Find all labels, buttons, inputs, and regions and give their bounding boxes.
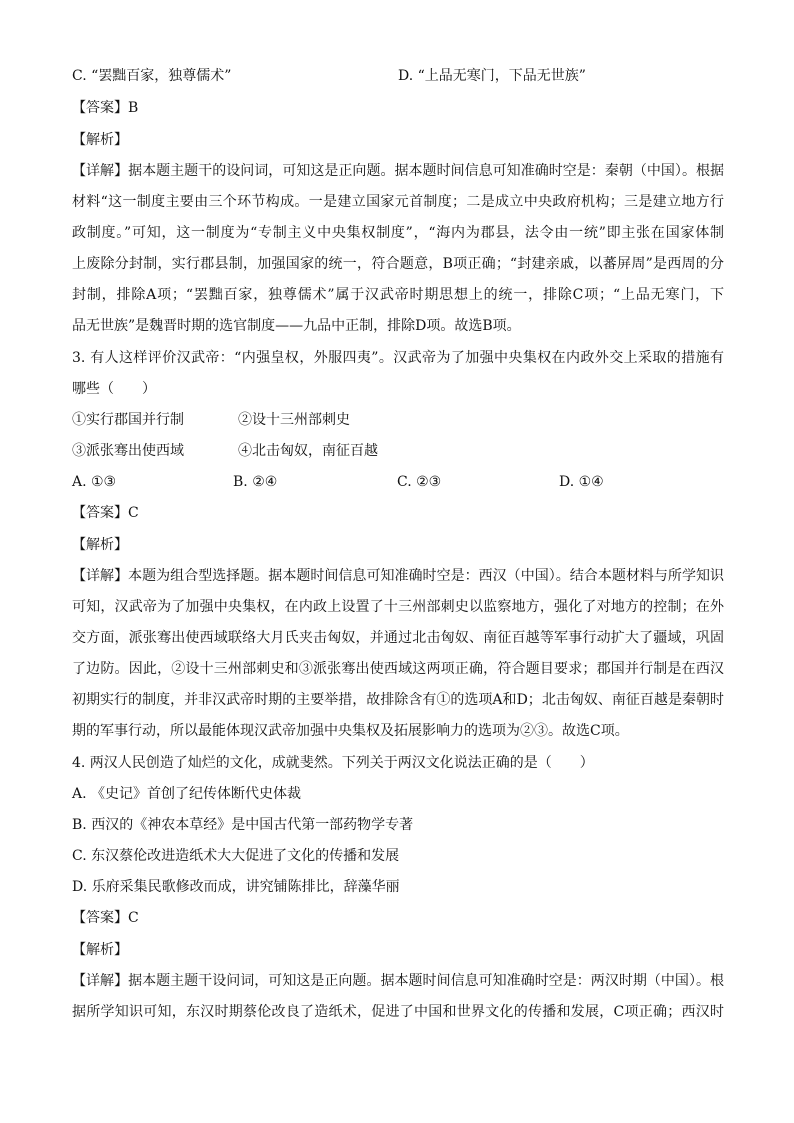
q3-detail-line: 【详解】本题为组合型选择题。据本题时间信息可知准确时空是：西汉（中国）。结合本题材料与所学知识	[72, 568, 724, 584]
q3-item-4: ④北击匈奴，南征百越	[238, 443, 378, 459]
q2-detail-line: 封制，排除A项；“罢黜百家，独尊儒术”属于汉武帝时期思想上的统一，排除C项；“上品无寒门，下	[72, 287, 724, 303]
q2-detail-line: 【详解】据本题主题干的设问词，可知这是正向题。据本题时间信息可知准确时空是：秦朝（中国）。根据	[72, 163, 724, 179]
q3-detail-line: 了边防。因此，②设十三州部刺史和③派张骞出使西域这两项正确，符合题目要求；郡国并行制是在西汉	[72, 661, 724, 677]
q4-stem: 4. 两汉人民创造了灿烂的文化，成就斐然。下列关于两汉文化说法正确的是（ ）	[72, 755, 594, 771]
q2-analysis-heading: 【解析】	[72, 132, 128, 148]
q3-option-c: C. ②③	[397, 474, 442, 490]
q4-detail-line: 【详解】据本题主题干设问词，可知这是正向题。据本题时间信息可知准确时空是：两汉时期（中国）。根	[72, 973, 724, 989]
q3-detail-line: 可知，汉武帝为了加强中央集权，在内政上设置了十三州部刺史以监察地方，强化了对地方的控制；在外	[72, 599, 724, 615]
q3-option-a: A. ①③	[72, 474, 117, 490]
q3-detail-line: 交方面，派张骞出使西域联络大月氏夹击匈奴，并通过北击匈奴、南征百越等军事行动扩大了疆域，巩固	[72, 630, 724, 646]
q2-detail-line: 政制度。”可知，这一制度为“专制主义中央集权制度”，“海内为郡县，法令由一统”即主张在国家体制	[72, 225, 724, 241]
q3-item-3: ③派张骞出使西域	[72, 443, 184, 459]
q4-detail-line: 据所学知识可知，东汉时期蔡伦改良了造纸术，促进了中国和世界文化的传播和发展，C项正确；西汉时	[72, 1004, 724, 1020]
q2-option-c: C. “罢黜百家，独尊儒术”	[72, 68, 232, 84]
q4-answer: 【答案】C	[72, 910, 139, 926]
q2-option-d: D. “上品无寒门，下品无世族”	[398, 68, 586, 84]
q4-option-c: C. 东汉蔡伦改进造纸术大大促进了文化的传播和发展	[72, 848, 400, 864]
q3-detail-line: 期的军事行动，所以最能体现汉武帝加强中央集权及拓展影响力的选项为②③。故选C项。	[72, 723, 629, 739]
q3-stem-line: 哪些（ ）	[72, 381, 156, 397]
q3-stem-line: 3. 有人这样评价汉武帝：“内强皇权，外服四夷”。汉武帝为了加强中央集权在内政外交上采取的措施有	[72, 350, 724, 366]
q3-option-d: D. ①④	[559, 474, 604, 490]
q4-analysis-heading: 【解析】	[72, 942, 128, 958]
q3-answer: 【答案】C	[72, 505, 139, 521]
q4-option-b: B. 西汉的《神农本草经》是中国古代第一部药物学专著	[72, 817, 414, 833]
q3-item-2: ②设十三州部刺史	[238, 412, 350, 428]
q2-detail-line: 品无世族”是魏晋时期的选官制度——九品中正制，排除D项。故选B项。	[72, 318, 521, 334]
q2-detail-line: 材料“这一制度主要由三个环节构成。一是建立国家元首制度；二是成立中央政府机构；三是建立地方行	[72, 194, 724, 210]
q3-item-1: ①实行郡国并行制	[72, 412, 184, 428]
q3-option-b: B. ②④	[233, 474, 278, 490]
q2-answer: 【答案】B	[72, 100, 139, 116]
q4-option-a: A. 《史记》首创了纪传体断代史体裁	[72, 786, 302, 802]
q3-analysis-heading: 【解析】	[72, 537, 128, 553]
q2-detail-line: 上废除分封制，实行郡县制，加强国家的统一，符合题意，B项正确；“封建亲戚，以蕃屏周”是西周的分	[72, 256, 724, 272]
q4-option-d: D. 乐府采集民歌修改而成，讲究铺陈排比，辞藻华丽	[72, 879, 400, 895]
q3-detail-line: 初期实行的制度，并非汉武帝时期的主要举措，故排除含有①的选项A和D；北击匈奴、南征百越是秦朝时	[72, 692, 724, 708]
